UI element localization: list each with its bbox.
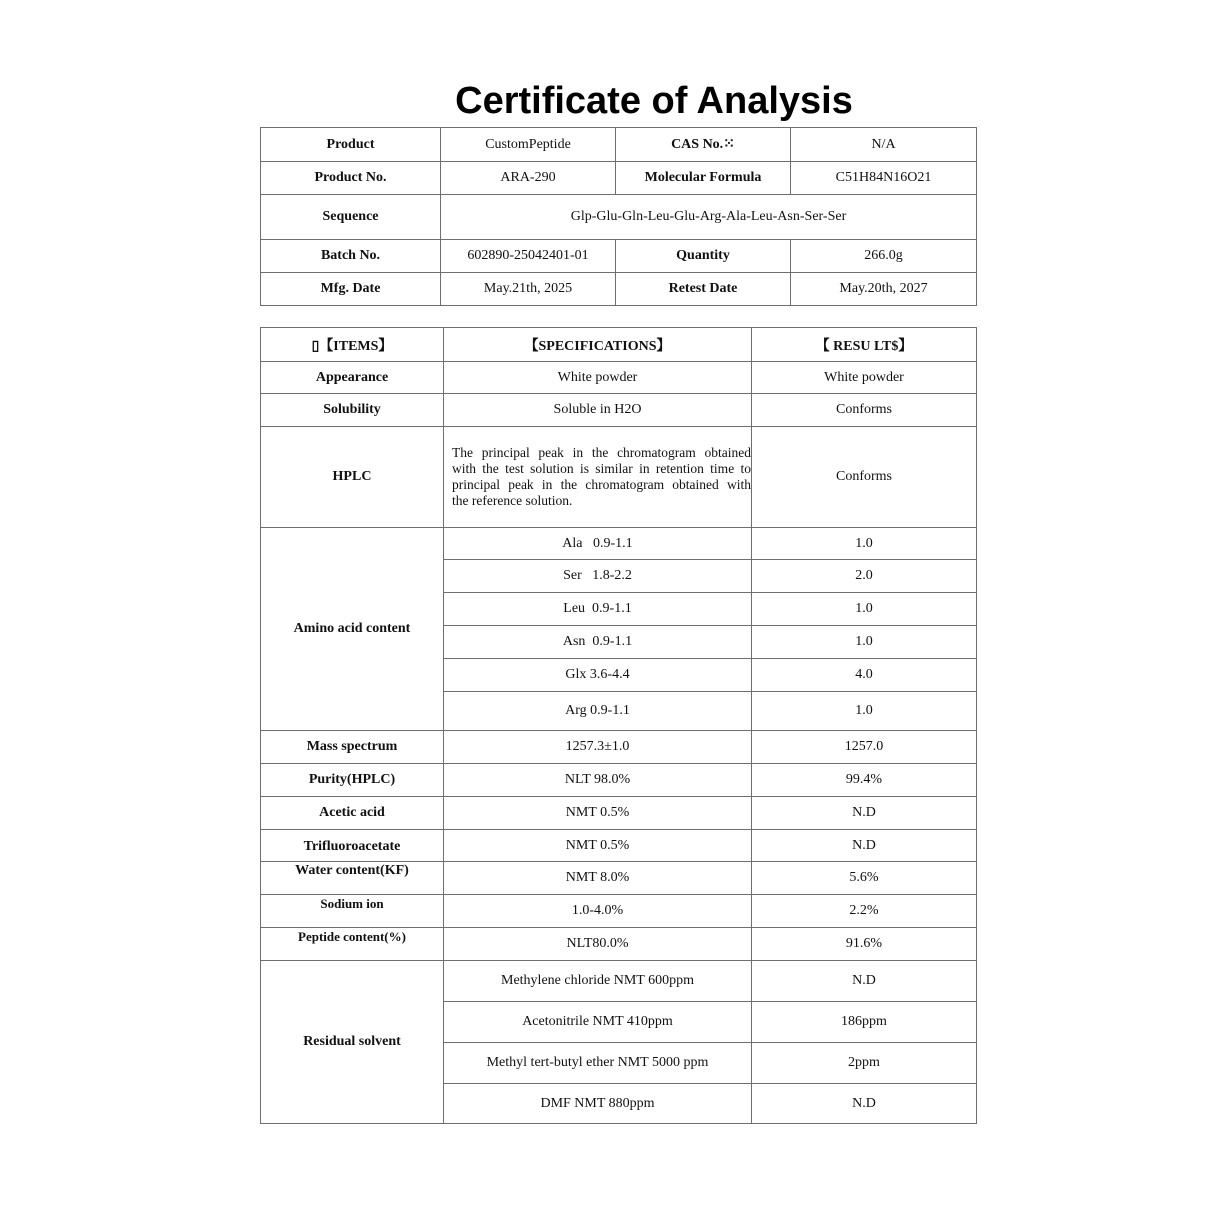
result-value: 2.2%	[752, 895, 977, 928]
spec-value: 1257.3±1.0	[444, 731, 752, 764]
mass-spectrum-row	[261, 731, 977, 764]
analysis-header-row	[261, 328, 977, 362]
result-value: 2ppm	[752, 1043, 977, 1084]
result-value: Conforms	[752, 427, 977, 528]
item-label: Trifluoroacetate	[261, 830, 444, 862]
product-row	[261, 128, 977, 162]
item-label: Peptide content(%)	[261, 928, 444, 961]
mfg-date-value: May.21th, 2025	[441, 273, 616, 306]
spec-value: Methylene chloride NMT 600ppm	[444, 961, 752, 1002]
sequence-label: Sequence	[261, 195, 441, 240]
item-label: Sodium ion	[261, 895, 444, 928]
trifluoroacetate-row	[261, 830, 977, 862]
spec-value: Methyl tert-butyl ether NMT 5000 ppm	[444, 1043, 752, 1084]
spec-value: NMT 8.0%	[444, 862, 752, 895]
sodium-ion-row	[261, 895, 977, 928]
spec-value: Soluble in H2O	[444, 394, 752, 427]
acetic-acid-row	[261, 797, 977, 830]
spec-value: Leu 0.9-1.1	[444, 593, 752, 626]
result-value: 2.0	[752, 560, 977, 593]
item-label: HPLC	[261, 427, 444, 528]
item-label: Amino acid content	[261, 528, 444, 731]
item-label: Purity(HPLC)	[261, 764, 444, 797]
hplc-spec-line: principal peak in the chromatogram obtained with	[452, 477, 751, 492]
items-header: ▯【ITEMS】	[261, 328, 444, 362]
purity-row	[261, 764, 977, 797]
batch-label: Batch No.	[261, 240, 441, 273]
result-value: 186ppm	[752, 1002, 977, 1043]
item-label: Water content(KF)	[261, 862, 444, 895]
analysis-table	[260, 327, 977, 1124]
formula-label: Molecular Formula	[616, 162, 791, 195]
item-label: Solubility	[261, 394, 444, 427]
batch-value: 602890-25042401-01	[441, 240, 616, 273]
cas-label: CAS No.⁙	[616, 128, 791, 162]
spec-value: DMF NMT 880ppm	[444, 1084, 752, 1124]
spec-value: NLT 98.0%	[444, 764, 752, 797]
hplc-row	[261, 427, 977, 528]
quantity-value: 266.0g	[791, 240, 977, 273]
residual-solvent-row	[261, 961, 977, 1002]
result-value: Conforms	[752, 394, 977, 427]
spec-value: 1.0-4.0%	[444, 895, 752, 928]
product-info-table	[260, 127, 977, 306]
result-value: N.D	[752, 830, 977, 862]
batch-row	[261, 240, 977, 273]
mfg-date-label: Mfg. Date	[261, 273, 441, 306]
cas-value: N/A	[791, 128, 977, 162]
document-title: Certificate of Analysis	[455, 80, 853, 122]
sequence-value: Glp-Glu-Gln-Leu-Glu-Arg-Ala-Leu-Asn-Ser-Ser	[441, 195, 977, 240]
item-label: Mass spectrum	[261, 731, 444, 764]
result-value: 1.0	[752, 593, 977, 626]
product-no-row	[261, 162, 977, 195]
result-value: 5.6%	[752, 862, 977, 895]
specifications-header: 【SPECIFICATIONS】	[444, 328, 752, 362]
item-label: Acetic acid	[261, 797, 444, 830]
result-value: 99.4%	[752, 764, 977, 797]
hplc-spec-line: the reference solution.	[452, 493, 573, 508]
dates-row	[261, 273, 977, 306]
quantity-label: Quantity	[616, 240, 791, 273]
spec-value: Arg 0.9-1.1	[444, 692, 752, 731]
spec-value: NMT 0.5%	[444, 830, 752, 862]
result-value: 91.6%	[752, 928, 977, 961]
results-header: 【 RESU LT$】	[752, 328, 977, 362]
spec-value: Ser 1.8-2.2	[444, 560, 752, 593]
result-value: 1.0	[752, 692, 977, 731]
product-no-label: Product No.	[261, 162, 441, 195]
appearance-row	[261, 362, 977, 394]
spec-value: White powder	[444, 362, 752, 394]
item-label: Residual solvent	[261, 961, 444, 1124]
product-label: Product	[261, 128, 441, 162]
retest-date-label: Retest Date	[616, 273, 791, 306]
product-value: CustomPeptide	[441, 128, 616, 162]
result-value: White powder	[752, 362, 977, 394]
item-label: Appearance	[261, 362, 444, 394]
hplc-spec-line: with the test solution is similar in retention time to	[452, 461, 751, 476]
spec-value: Ala 0.9-1.1	[444, 528, 752, 560]
spec-value: Acetonitrile NMT 410ppm	[444, 1002, 752, 1043]
result-value: 1257.0	[752, 731, 977, 764]
solubility-row	[261, 394, 977, 427]
formula-value: C51H84N16O21	[791, 162, 977, 195]
product-no-value: ARA-290	[441, 162, 616, 195]
peptide-content-row	[261, 928, 977, 961]
water-content-row	[261, 862, 977, 895]
result-value: 4.0	[752, 659, 977, 692]
spec-value: Glx 3.6-4.4	[444, 659, 752, 692]
amino-acid-row	[261, 528, 977, 560]
hplc-spec-line: The principal peak in the chromatogram obtained	[452, 445, 751, 460]
sequence-row	[261, 195, 977, 240]
spec-value: NLT80.0%	[444, 928, 752, 961]
result-value: N.D	[752, 797, 977, 830]
spec-value: NMT 0.5%	[444, 797, 752, 830]
result-value: 1.0	[752, 528, 977, 560]
result-value: N.D	[752, 1084, 977, 1124]
spec-value: Asn 0.9-1.1	[444, 626, 752, 659]
hplc-spec-text	[444, 427, 752, 528]
retest-date-value: May.20th, 2027	[791, 273, 977, 306]
result-value: N.D	[752, 961, 977, 1002]
result-value: 1.0	[752, 626, 977, 659]
